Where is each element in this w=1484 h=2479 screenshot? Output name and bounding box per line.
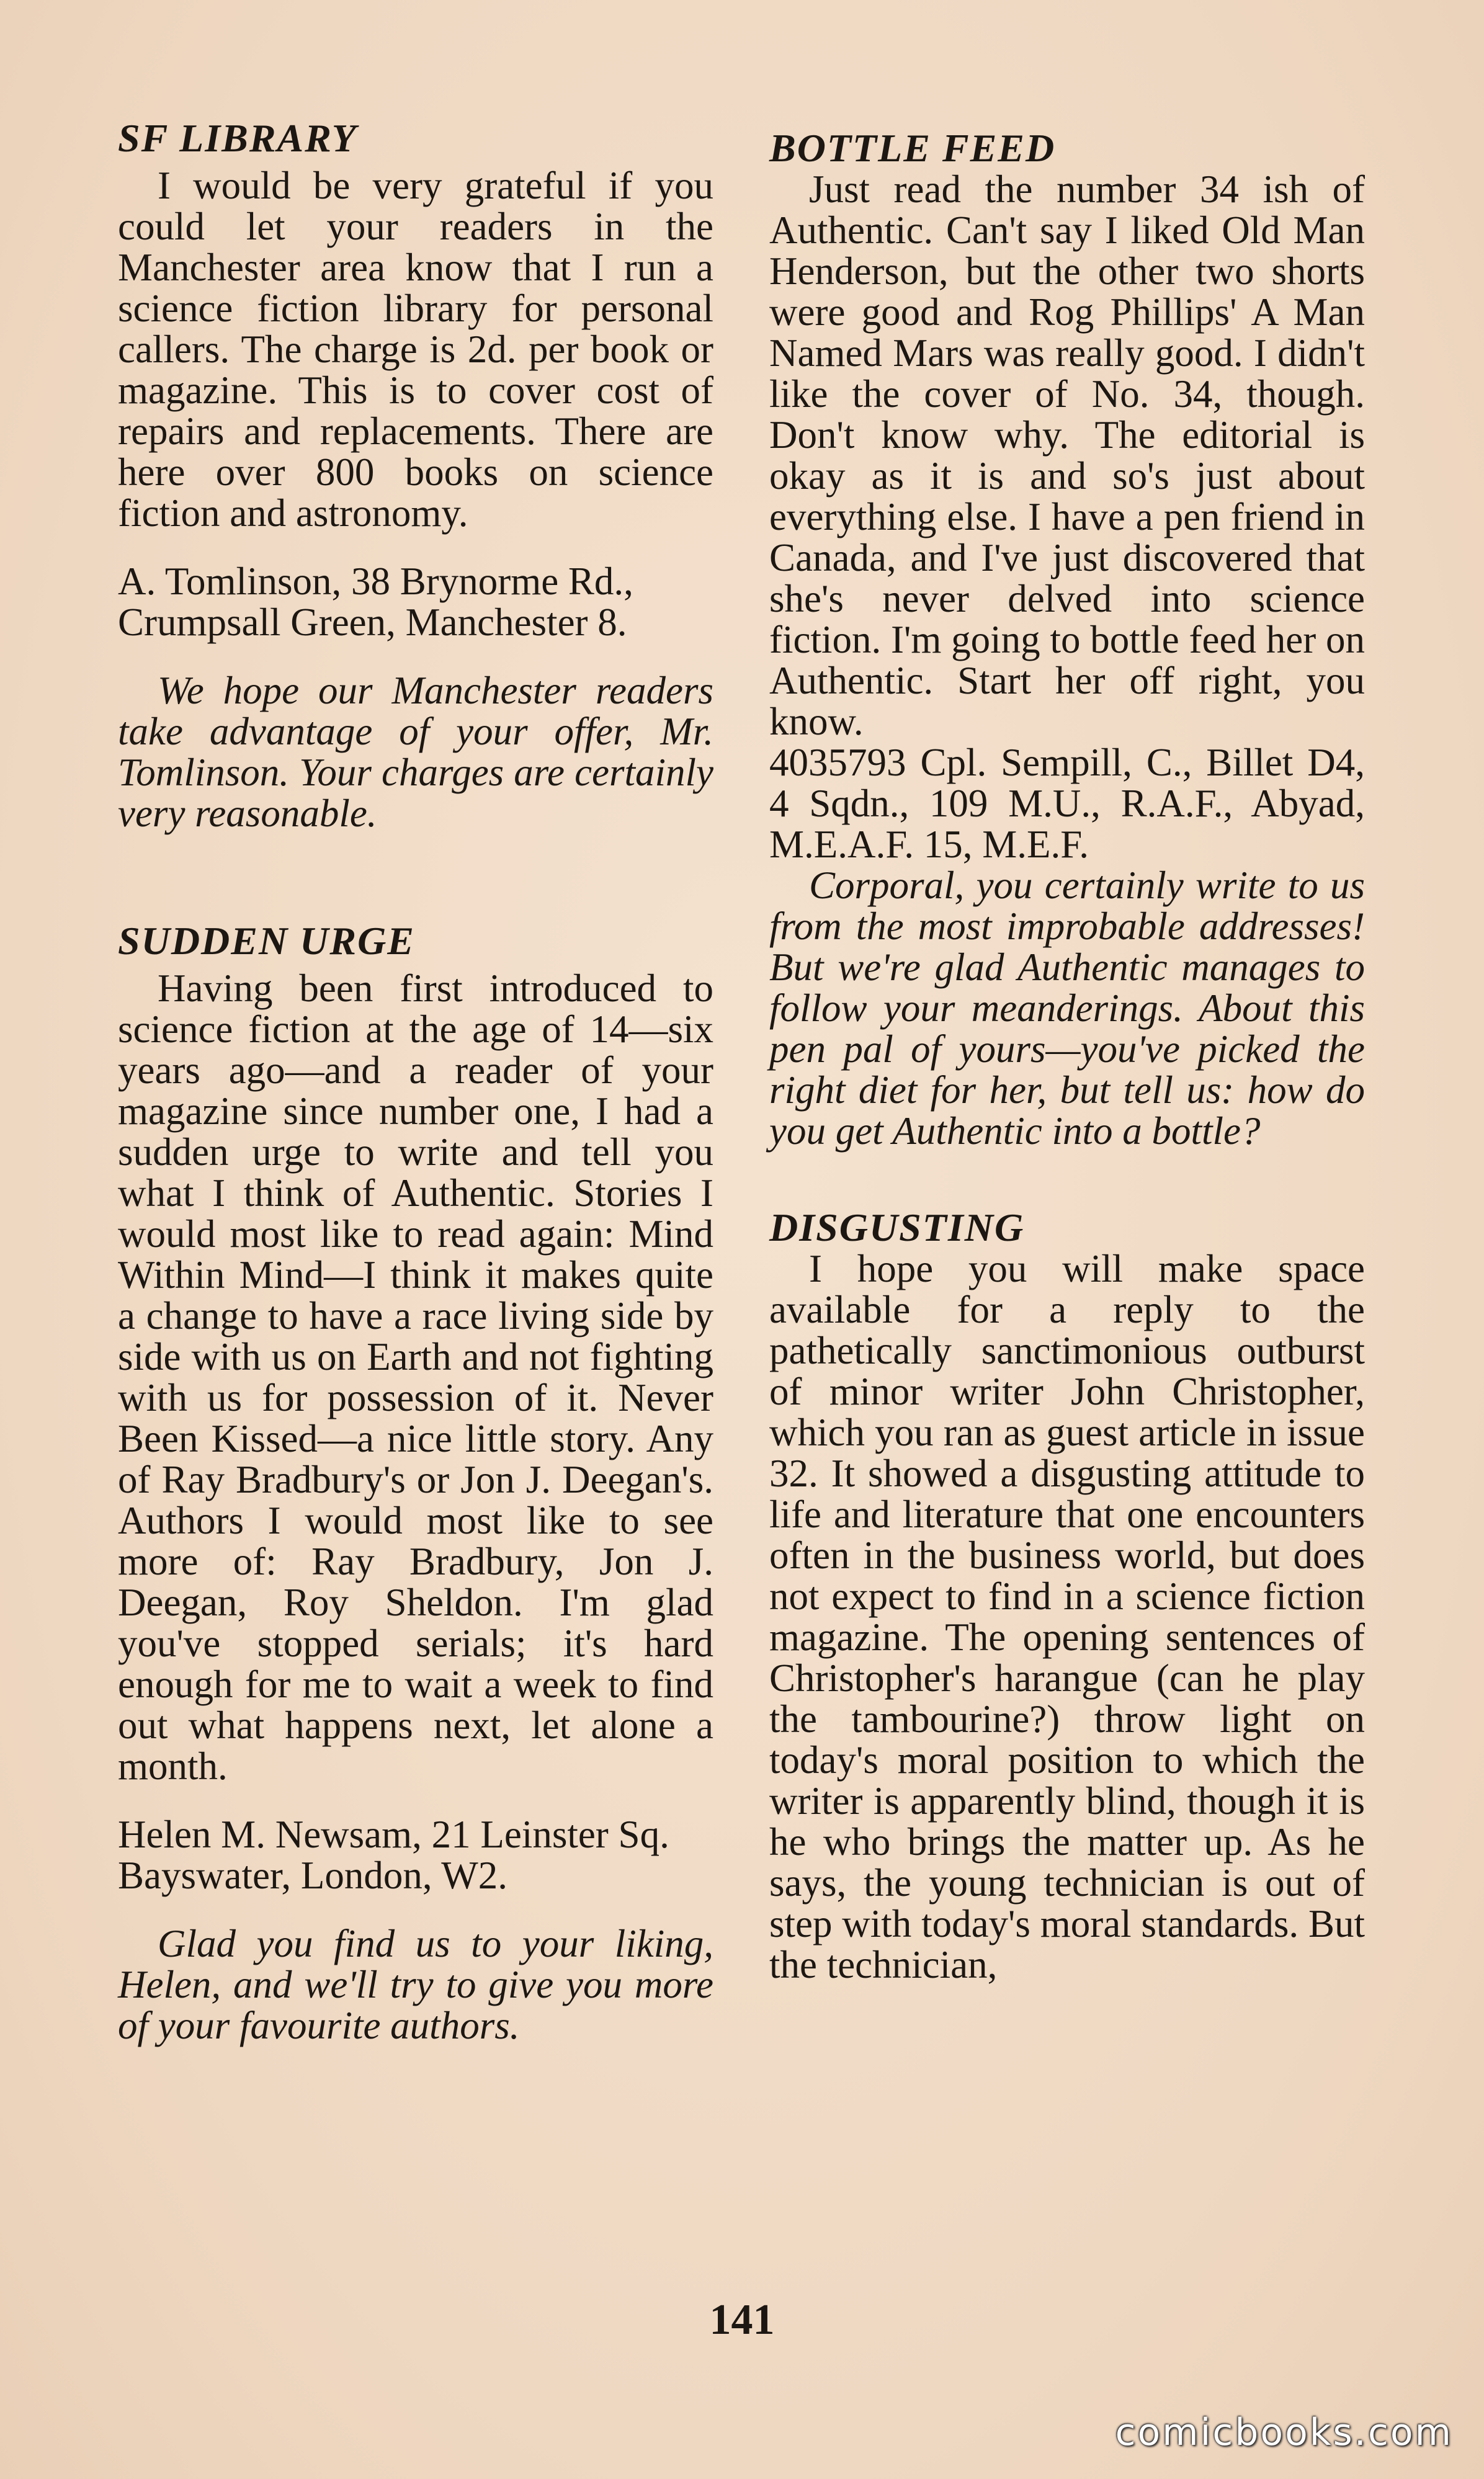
- editor-reply: Glad you find us to your liking, Helen, and we'll try to give you more of your favourite authors.: [118, 1922, 713, 2047]
- letter-heading: SF LIBRARY: [118, 116, 357, 160]
- editor-reply: We hope our Manchester readers take advantage of your offer, Mr. Tomlinson. Your charges are certainly very reasonable.: [118, 669, 713, 835]
- letter-body: Just read the number 34 ish of Authentic. Can't say I liked Old Man Henderson, but the other two shorts were good and Rog Phillips' A Man Named Mars was really good. I didn't like the cover of No. 34, though. Don't know why. The editorial is okay as it is and so's just about everything else. I have a pen friend in Canada, and I've just discovered that she's never delved into science fiction. I'm going to bottle feed her on Authentic. Start her off right, you know.: [769, 168, 1365, 743]
- letter-body: Having been first introduced to science fiction at the age of 14—six years ago—and a reader of your magazine since number one, I had a sudden urge to write and tell you what I think of Authentic. Stories I would most like to read again: Mind Within Mind—I think it makes quite a change to have a race living side by side with us on Earth and not fighting with us for possession of it. Never Been Kissed—a nice little story. Any of Ray Bradbury's or Jon J. Deegan's. Authors I would most like to see more of: Ray Bradbury, Jon J. Deegan, Roy Sheldon. I'm glad you've stopped serials; it's hard enough for me to wait a week to find out what happens next, let alone a month.: [118, 967, 713, 1788]
- letter-body: I would be very grateful if you could let your readers in the Manchester area know that I run a science fiction library for personal callers. The charge is 2d. per book or magazine. This is to cover cost of repairs and replacements. There are here over 800 books on science fiction and astronomy.: [118, 164, 713, 535]
- left-column: [118, 118, 713, 2046]
- letter-heading: BOTTLE FEED: [769, 126, 1056, 170]
- letter-heading: DISGUSTING: [769, 1205, 1025, 1249]
- letter-address: Helen M. Newsam, 21 Leinster Sq. Bayswater, London, W2.: [118, 1813, 669, 1897]
- letter-address: 4035793 Cpl. Sempill, C., Billet D4, 4 Sqdn., 109 M.U., R.A.F., Abyad, M.E.A.F. 15, M.E.F.: [769, 741, 1365, 866]
- letter-body: I hope you will make space available for a reply to the pathetically sanctimonious outburst of minor writer John Christopher, which you ran as guest article in issue 32. It showed a disgusting attitude to life and literature that one encounters often in the business world, but does not expect to find in a science fiction magazine. The opening sentences of Christopher's harangue (can he play the tambourine?) throw light on today's moral position to which the writer is apparently blind, though it is he who brings the matter up. As he says, the young technician is out of step with today's moral standards. But the technician,: [769, 1247, 1365, 1986]
- letter-heading: SUDDEN URGE: [118, 919, 415, 963]
- watermark-logo: comicbooks.com: [1115, 2411, 1453, 2454]
- page-number: 141: [709, 2296, 775, 2344]
- letter-address: A. Tomlinson, 38 Brynorme Rd., Crumpsall Green, Manchester 8.: [118, 560, 633, 644]
- right-column: [769, 128, 1365, 1985]
- editor-reply: Corporal, you certainly write to us from the most improbable addresses! But we're glad Authentic manages to follow your meanderings. About this pen pal of yours—you've picked the right diet for her, but tell us: how do you get Authentic into a bottle?: [769, 864, 1365, 1153]
